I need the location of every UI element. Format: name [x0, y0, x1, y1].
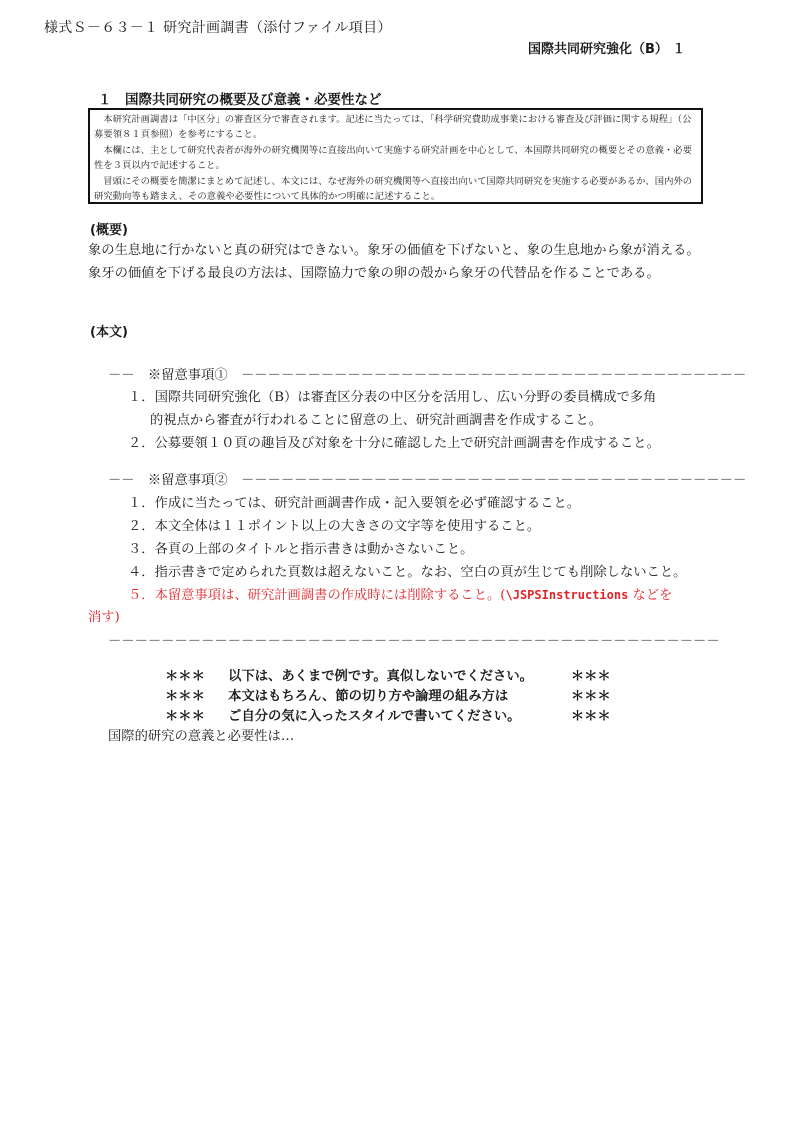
example-notice-row-2 — [165, 685, 611, 704]
notes2-item-5-red — [128, 584, 672, 603]
notes2-label: －－ ※留意事項② －－－－－－－－－－－－－－－－－－－－－－－－－－－－－－－－－－－－－－ — [108, 473, 747, 488]
notes-end-rule: －－－－－－－－－－－－－－－－－－－－－－－－－－－－－－－－－－－－－－－－－－－－－－ — [108, 634, 720, 649]
stars-right: ＊＊＊ — [570, 669, 611, 684]
overview-text: 象の生息地に行かないと真の研究はできない。象牙の価値を下げないと、象の生息地から象が消える。象牙の価値を下げる最良の方法は、国際協力で象の卵の殻から象牙の代替品を作ることである。 — [88, 243, 700, 281]
notes2-item-2: ２．本文全体は１１ポイント以上の大きさの文字等を使用すること。 — [128, 519, 541, 534]
stars-right: ＊＊＊ — [570, 689, 611, 704]
example-notice-row-3 — [165, 705, 611, 724]
red-item-suffix: などを — [628, 588, 673, 603]
stars-right: ＊＊＊ — [570, 709, 611, 724]
notes1-item-2: ２．公募要領１０頁の趣旨及び対象を十分に確認した上で研究計画調書を作成すること。 — [128, 436, 660, 451]
red-item-text: ５．本留意事項は、研究計画調書の作成時には削除すること。( — [128, 588, 506, 603]
instruction-box — [88, 108, 703, 204]
notice-text: 以下は、あくまで例です。真似しないでください。 — [228, 669, 533, 684]
notes2-item-5-cont: 消す) — [88, 610, 120, 625]
example-notice-row-1 — [165, 665, 611, 684]
notice-text: 本文はもちろん、節の切り方や論理の組み方は — [228, 689, 509, 704]
notes2-item-3: ３．各頁の上部のタイトルと指示書きは動かさないこと。 — [128, 542, 474, 557]
notes1-item-1: １．国際共同研究強化（B）は審査区分表の中区分を活用し、広い分野の委員構成で多角 — [128, 390, 657, 405]
form-id-header: 様式Ｓ－６３－１ 研究計画調書（添付ファイル項目） — [44, 20, 392, 36]
instruction-paragraph: 冒頭にその概要を簡潔にまとめて記述し、本文には、なぜ海外の研究機関等へ直接出向いて国際共同研究を実施する必要があるか、国内外の研究動向等も踏まえ、その意義や必要性について具体的かつ明確に記述すること。 — [94, 175, 693, 203]
stars-left: ＊＊＊ — [165, 669, 205, 684]
main-heading: (本文) — [90, 325, 128, 340]
red-item-code: \JSPSInstructions — [505, 588, 629, 602]
stars-left: ＊＊＊ — [165, 689, 205, 704]
body-start-text: 国際的研究の意義と必要性は… — [108, 729, 295, 744]
notes1-label: －－ ※留意事項① －－－－－－－－－－－－－－－－－－－－－－－－－－－－－－－－－－－－－－ — [108, 368, 747, 383]
notes2-item-4: ４．指示書きで定められた頁数は超えないこと。なお、空白の頁が生じても削除しないこと。 — [128, 565, 687, 580]
notice-text: ご自分の気に入ったスタイルで書いてください。 — [228, 709, 521, 724]
section-title: １ 国際共同研究の概要及び意義・必要性など — [98, 92, 382, 108]
stars-left: ＊＊＊ — [165, 709, 205, 724]
notes2-item-1: １．作成に当たっては、研究計画調書作成・記入要領を必ず確認すること。 — [128, 496, 581, 511]
program-title: 国際共同研究強化（B） １ — [528, 42, 686, 57]
instruction-paragraph: 本研究計画調書は「中区分」の審査区分で審査されます。記述に当たっては、「科学研究費助成事業における審査及び評価に関する規程」（公募要領８１頁参照）を参考にすること。 — [94, 114, 692, 141]
notes1-item-1-cont: 的視点から審査が行われることに留意の上、研究計画調書を作成すること。 — [150, 413, 603, 428]
instruction-paragraph: 本欄には、主として研究代表者が海外の研究機関等に直接出向いて実施する研究計画を中心として、本国際共同研究の概要とその意義・必要性を３頁以内で記述すること。 — [94, 144, 692, 172]
overview-heading: (概要) — [90, 223, 128, 238]
